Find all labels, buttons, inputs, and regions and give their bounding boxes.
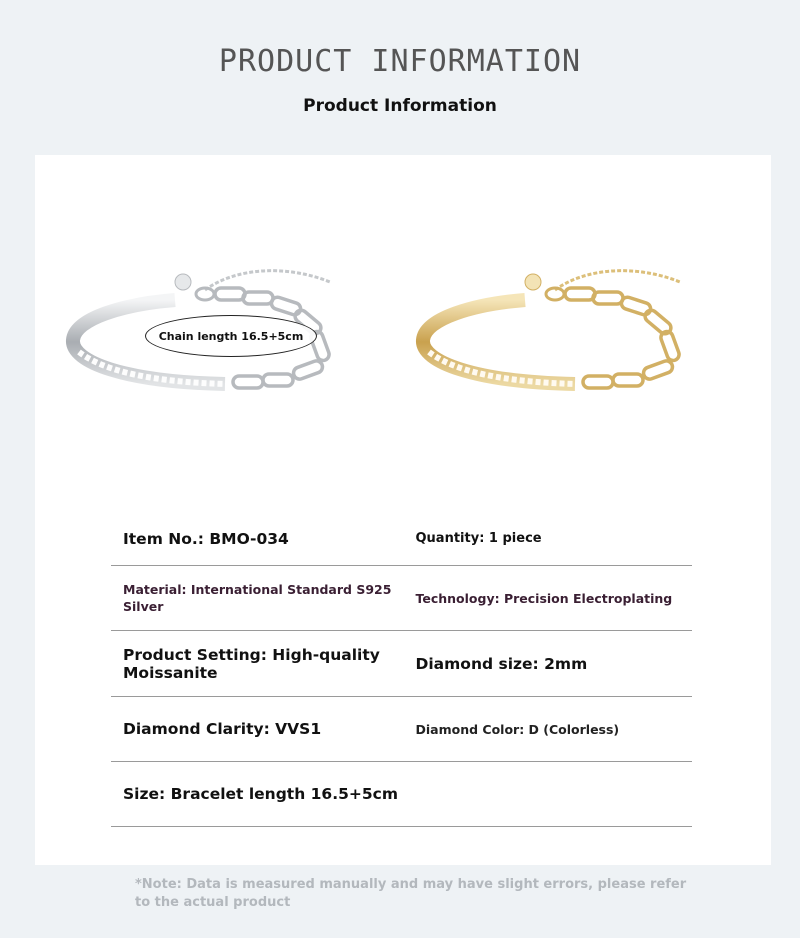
bracelet-size: Size: Bracelet length 16.5+5cm <box>123 785 399 803</box>
page-subtitle: Product Information <box>303 96 497 116</box>
spec-row <box>111 512 692 566</box>
spec-table <box>111 512 692 827</box>
page-title: PRODUCT INFORMATION <box>218 44 582 79</box>
spec-row <box>111 631 692 697</box>
gold-bracelet-illustration <box>415 260 735 400</box>
spec-row <box>111 566 692 631</box>
diamond-size: Diamond size: 2mm <box>415 654 588 673</box>
product-setting: Product Setting: High-quality Moissanite <box>123 645 380 682</box>
diamond-color: Diamond Color: D (Colorless) <box>415 721 620 737</box>
gold-bracelet-image <box>415 260 735 400</box>
product-card <box>35 155 771 865</box>
measurement-note: *Note: Data is measured manually and may have slight errors, please refer to the actual product <box>135 877 687 910</box>
quantity: Quantity: 1 piece <box>415 531 542 546</box>
spec-row <box>111 762 692 827</box>
material: Material: International Standard S925 Silver <box>123 582 392 614</box>
technology: Technology: Precision Electroplating <box>415 590 673 606</box>
diamond-clarity: Diamond Clarity: VVS1 <box>123 720 322 738</box>
item-number: Item No.: BMO-034 <box>123 529 289 548</box>
chain-length-label: Chain length 16.5+5cm <box>145 315 317 357</box>
spec-row <box>111 697 692 762</box>
